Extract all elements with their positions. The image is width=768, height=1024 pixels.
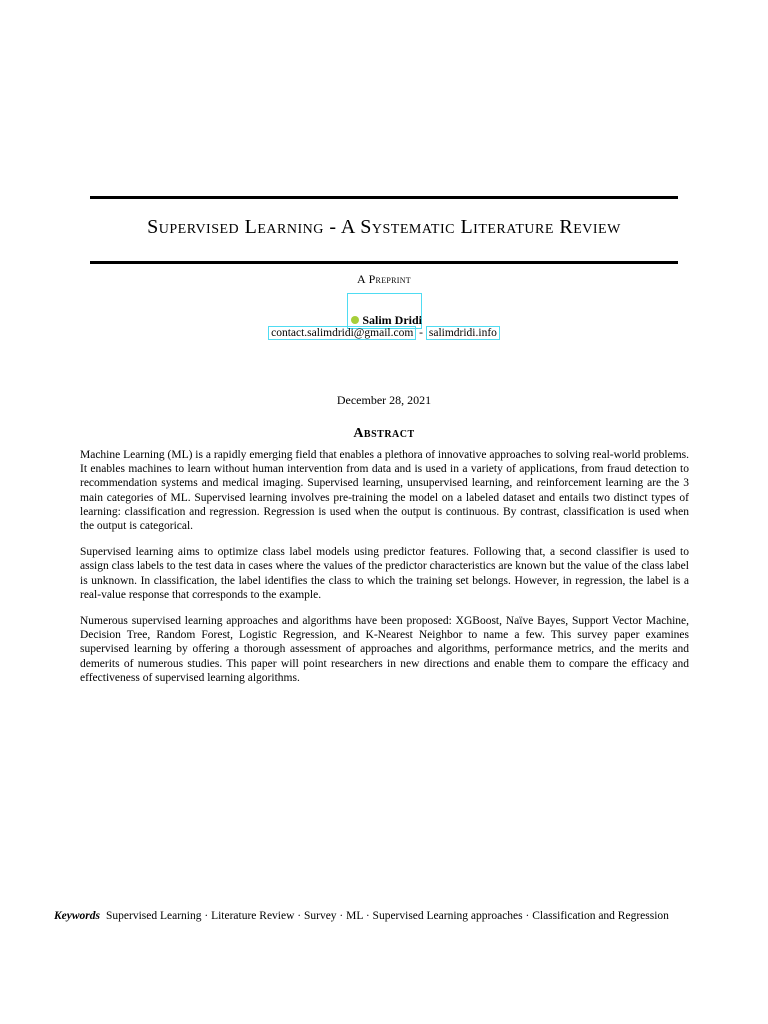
abstract-paragraph: Supervised learning aims to optimize class label models using predictor features. Following that, a second classifier is used to assign class labels to the test data in cases where the values of the predictor characteristics are known but the value of the class label is unknown. In classification, the label identifies the class to which the training set belongs. However, in regression, the label is a real-value response that corresponds to the example. [80, 546, 689, 601]
preprint-label: A Preprint [356, 272, 411, 286]
paper-date: December 28, 2021 [336, 393, 432, 407]
orcid-icon[interactable] [351, 316, 359, 324]
paper-title: Supervised Learning - A Systematic Literature Review [147, 216, 621, 238]
abstract-paragraph: Machine Learning (ML) is a rapidly emerging field that enables a plethora of innovative approaches to solving real-world problems. It enables machines to learn without human intervention from data and is used in a variety of applications, from fraud detection to recommendation systems and medical imaging. Supervised learning, unsupervised learning, and reinforcement learning are the 3 main categories of ML. Supervised learning involves pre-training the model on a labeled dataset and entails two distinct types of learning: classification and regression. Regression is used when the output is continuous. By contrast, classification is used when the output is categorical. [80, 449, 689, 533]
title-bottom-rule [90, 261, 678, 264]
contact-separator: - [419, 327, 423, 339]
keywords-list: Supervised Learning · Literature Review · Survey · ML · Supervised Learning approaches · Classification and Regression [106, 910, 669, 922]
author-contacts [0, 327, 768, 339]
abstract-heading: Abstract [353, 426, 415, 441]
author-name: Salim Dridi [362, 313, 422, 327]
author-email-link[interactable]: contact.salimdridi@gmail.com [268, 326, 416, 340]
title-top-rule [90, 196, 678, 199]
abstract-paragraph: Numerous supervised learning approaches and algorithms have been proposed: XGBoost, Naïve Bayes, Support Vector Machine, Decision Tree, Random Forest, Logistic Regression, and K-Nearest Neighbor to name a few. This survey paper examines supervised learning by offering a thorough assessment of approaches and algorithms, performance metrics, and the merits and demerits of numerous studies. This paper will point researchers in new directions and enable them to compare the efficacy and effectiveness of supervised learning algorithms. [80, 615, 689, 684]
abstract-body [80, 448, 689, 697]
keywords-line [54, 910, 734, 922]
author-website-link[interactable]: salimdridi.info [426, 326, 500, 340]
keywords-label: Keywords [54, 910, 100, 922]
